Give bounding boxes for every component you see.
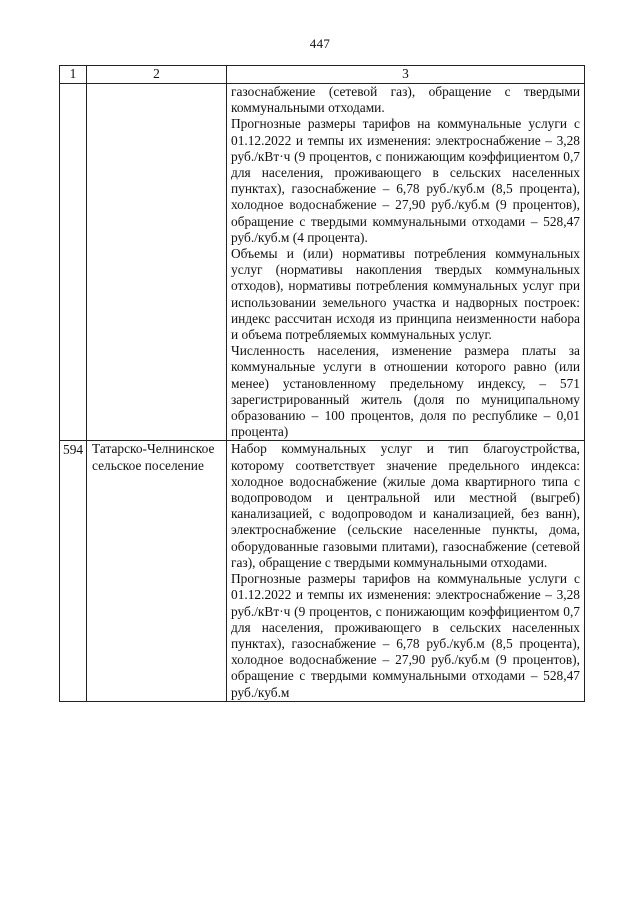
table-row bbox=[60, 84, 585, 441]
page-number: 447 bbox=[309, 36, 331, 51]
column-header-3: 3 bbox=[227, 66, 585, 84]
column-header-2: 2 bbox=[87, 66, 227, 84]
paragraph: Прогнозные размеры тарифов на коммунальные услуги с 01.12.2022 и темпы их изменения: электроснабжение – 3,28 руб./кВт·ч (9 процентов, с понижающим коэффициентом 0,7 для населения, проживающего в сельских населенных пунктах), газоснабжение – 6,78 руб./куб.м (8,5 процента), холодное водоснабжение – 27,90 руб./куб.м (9 процентов), обращение с твердыми коммунальными отходами – 528,47 руб./куб.м (4 процента). bbox=[231, 116, 580, 245]
row-number bbox=[60, 84, 87, 441]
table-header-row bbox=[60, 66, 585, 84]
paragraph: газоснабжение (сетевой газ), обращение с твердыми коммунальными отходами. bbox=[231, 84, 580, 116]
paragraph: Численность населения, изменение размера платы за коммунальные услуги в отношении которого равно (или менее) установленному предельному индексу, – 571 зарегистрированный житель (доля по муниципальному образованию – 100 процентов, доля по республике – 0,01 процента) bbox=[231, 343, 580, 440]
row-description bbox=[227, 84, 585, 441]
paragraph: Объемы и (или) нормативы потребления коммунальных услуг (нормативы накопления твердых коммунальных отходов), нормативы потребления коммунальных услуг при использовании земельного участка и надворных построек: индекс рассчитан исходя из принципа неизменности набора и объема потребляемых коммунальных услуг. bbox=[231, 246, 580, 343]
row-number: 594 bbox=[60, 441, 87, 701]
paragraph: Прогнозные размеры тарифов на коммунальные услуги с 01.12.2022 и темпы их изменения: электроснабжение – 3,28 руб./кВт·ч (9 процентов, с понижающим коэффициентом 0,7 для населения, проживающего в сельских населенных пунктах), газоснабжение – 6,78 руб./куб.м (8,5 процента), холодное водоснабжение – 27,90 руб./куб.м (9 процентов), обращение с твердыми коммунальными отходами – 528,47 руб./куб.м bbox=[231, 571, 580, 700]
municipality-name: Татарско-Челнинское сельское поселение bbox=[87, 441, 227, 701]
row-description bbox=[227, 441, 585, 701]
municipality-name bbox=[87, 84, 227, 441]
tariff-table bbox=[59, 65, 585, 702]
column-header-1: 1 bbox=[60, 66, 87, 84]
paragraph: Набор коммунальных услуг и тип благоустройства, которому соответствует значение предельного индекса: холодное водоснабжение (жилые дома квартирного типа с водопроводом и центральной или местной (выгреб) канализацией, с водопроводом и канализацией, без ванн), электроснабжение (сельские населенные пункты, дома, оборудованные газовыми плитами), газоснабжение (сетевой газ), обращение с твердыми коммунальными отходами. bbox=[231, 441, 580, 570]
table-row bbox=[60, 441, 585, 701]
